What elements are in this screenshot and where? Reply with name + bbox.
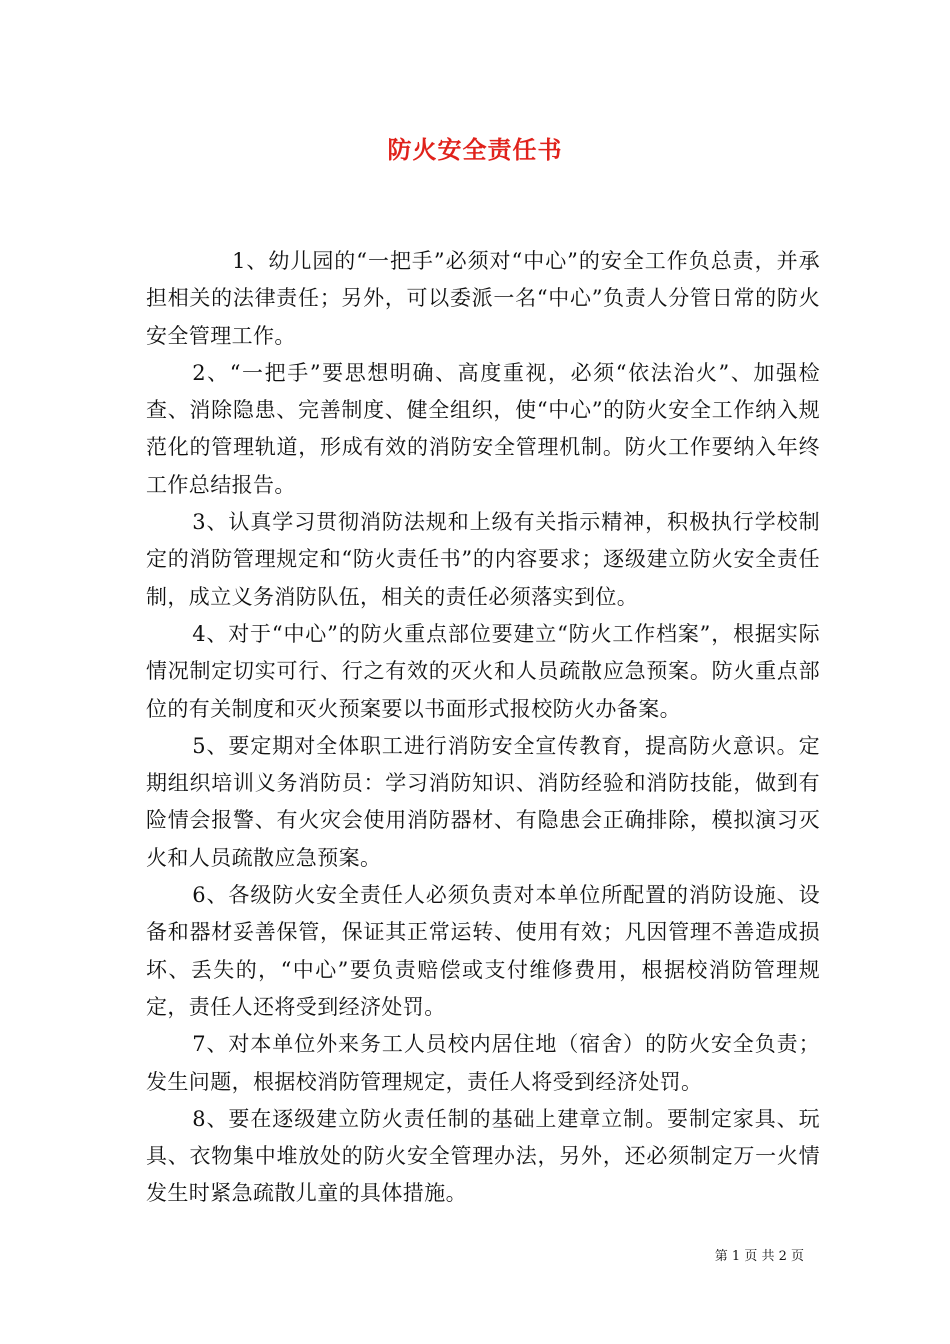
paragraph-6: 6、各级防火安全责任人必须负责对本单位所配置的消防设施、设备和器材妥善保管，保证其正常运转、使用有效；凡因管理不善造成损坏、丢失的，“中心”要负责赔偿或支付维修费用，根据校消防管理规定，责任人还将受到经济处罚。: [146, 883, 820, 1019]
page-number-footer: 第 1 页 共 2 页: [714, 1249, 804, 1264]
paragraph-7: 7、对本单位外来务工人员校内居住地（宿舍）的防火安全负责；发生问题，根据校消防管理规定，责任人将受到经济处罚。: [146, 1032, 820, 1094]
paragraph-3: 3、认真学习贯彻消防法规和上级有关指示精神，积极执行学校制定的消防管理规定和“防火责任书”的内容要求；逐级建立防火安全责任制，成立义务消防队伍，相关的责任必须落实到位。: [146, 510, 820, 609]
paragraph-2: 2、“一把手”要思想明确、高度重视，必须“依法治火”、加强检查、消除隐患、完善制度、健全组织，使“中心”的防火安全工作纳入规范化的管理轨道，形成有效的消防安全管理机制。防火工作要纳入年终工作总结报告。: [146, 360, 820, 497]
paragraph-8: 8、要在逐级建立防火责任制的基础上建章立制。要制定家具、玩具、衣物集中堆放处的防火安全管理办法，另外，还必须制定万一火情发生时紧急疏散儿童的具体措施。: [146, 1106, 820, 1206]
paragraph-1: 1、幼儿园的“一把手”必须对“中心”的安全工作负总责，并承担相关的法律责任；另外，可以委派一名“中心”负责人分管日常的防火安全管理工作。: [146, 249, 820, 348]
document-title: 防火安全责任书: [387, 135, 563, 164]
paragraph-4: 4、对于“中心”的防火重点部位要建立“防火工作档案”，根据实际情况制定切实可行、行之有效的灭火和人员疏散应急预案。防火重点部位的有关制度和灭火预案要以书面形式报校防火办备案。: [146, 621, 820, 721]
document-body: [146, 243, 820, 1213]
paragraph-5: 5、要定期对全体职工进行消防安全宣传教育，提高防火意识。定期组织培训义务消防员：学习消防知识、消防经验和消防技能，做到有险情会报警、有火灾会使用消防器材、有隐患会正确排除，模拟演习灭火和人员疏散应急预案。: [146, 733, 820, 870]
